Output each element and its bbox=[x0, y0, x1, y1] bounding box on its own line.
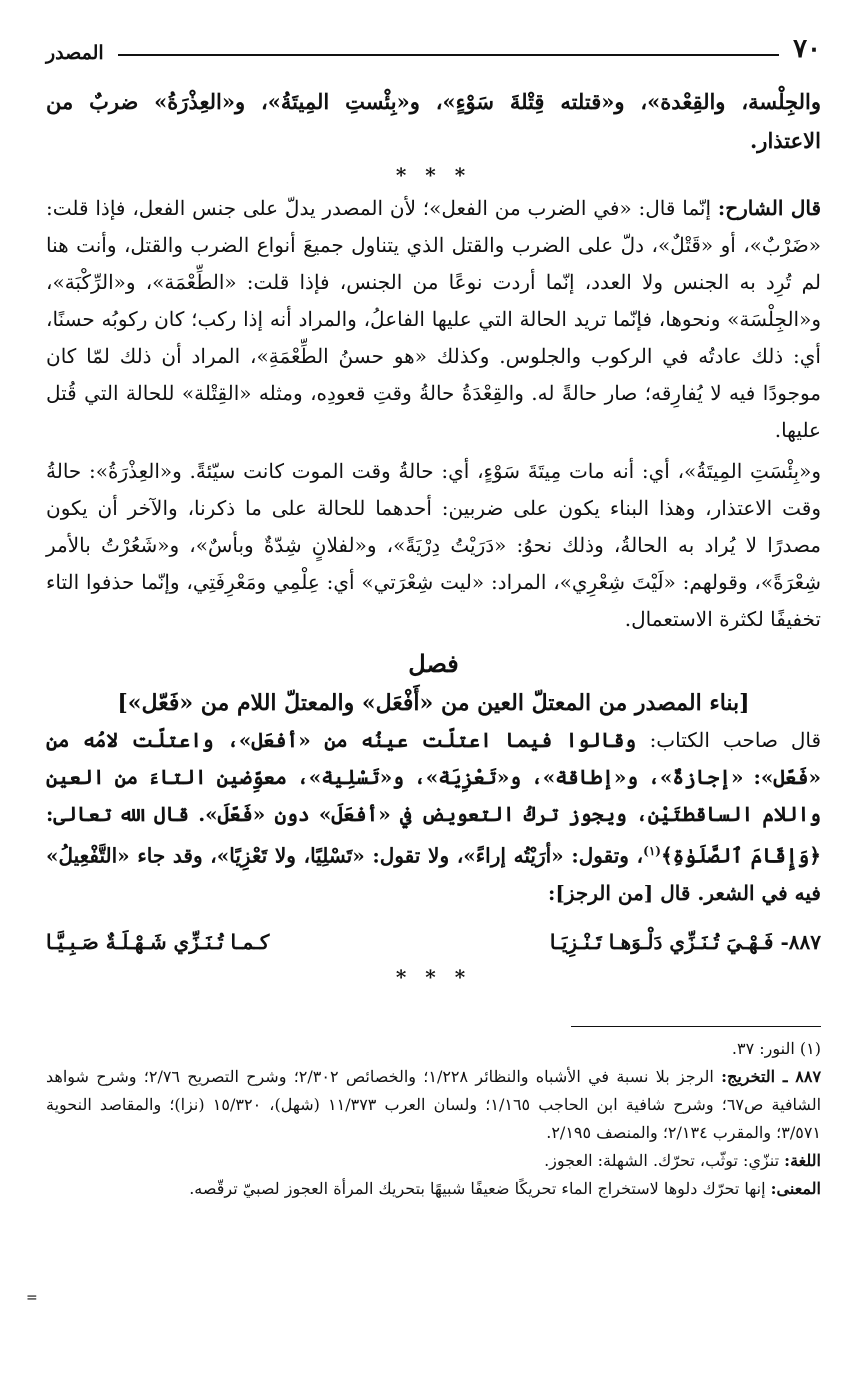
quote-body: وقالوا فيما اعتلّت عينُه من «أفعَل»، واعتلّت لامُه من «فَعّل»: «إجازةٌ»، و«إطاقة»، و«تَعْزِيَة»، و«تَسْلِية»، معوِّضين التاءَ من العين واللام الساقطتَيْن، ويجوز تركُ التعويض في «أفعَلَ» دون «فَعّلَ». قال الله تعالى: ﴿وَإِقَامَ ٱلصَّلَوٰةِ﴾ bbox=[46, 728, 822, 868]
section-title: فصل bbox=[408, 649, 459, 678]
page-header bbox=[46, 30, 821, 64]
footnote-marker: (١) bbox=[643, 844, 661, 858]
verse-second-hemistich: كـمـا تُـنَـزِّي شَـهْـلَـةٌ صَـبِـيَّـا bbox=[46, 929, 270, 954]
section-divider-stars: * * * bbox=[395, 163, 472, 187]
section-subtitle: [بناء المصدر من المعتلّ العين من «أَفْعَل» والمعتلّ اللام من «فَعّل»] bbox=[117, 690, 750, 716]
lugha-text: تنزّي: توثّب، تحرّك. الشهلة: العجوز. bbox=[544, 1150, 780, 1170]
takhrij-label: ٨٨٧ ـ التخريج: bbox=[721, 1066, 822, 1086]
mana-text: إنها تحرّك دلوها لاستخراج الماء تحريكًا ضعيفًا شبيهًا بتحريك المرأة العجوز لصبيّ ترقّصه. bbox=[189, 1178, 766, 1198]
footnote-mana bbox=[46, 1175, 821, 1203]
takhrij-text: الرجز بلا نسبة في الأشباه والنظائر ١/٢٢٨؛ والخصائص ٢/٣٠٢؛ وشرح التصريح ٢/٧٦؛ وشرح شواهد الشافية ص٦٧؛ وشرح شافية ابن الحاجب ١/١٦٥؛ ولسان العرب ١١/٣٧٣ (شهل)، ١٥/٣٢٠ (نزا)؛ والمقاصد النحوية ٣/٥٧١؛ والمقرب ٢/١٣٤؛ والمنصف ٢/١٩٥. bbox=[46, 1066, 822, 1142]
margin-mark: = bbox=[26, 1290, 38, 1306]
commentary-lead: قال الشارح: bbox=[717, 196, 822, 220]
footnote-lugha bbox=[46, 1147, 821, 1175]
quote-body-end: ، وتقول: «أرَيْتُه إراءً»، ولا تقول: «تَسْلِيًا، ولا تَعْزِيًا»، وقد جاء «التَّفْعِيلُ» فيه في الشعر. قال [من الرجز]: bbox=[46, 843, 821, 905]
quote-intro: قال صاحب الكتاب: bbox=[649, 728, 822, 752]
footnote-takhrij bbox=[46, 1063, 821, 1147]
commentary-paragraph-2: و«بِئْسَتِ المِيتَةُ»، أي: أنه مات مِيتَةَ سَوْءٍ، أي: حالةُ وقت الموت كانت سيّئةً. و«العِذْرَةُ»: حالةُ وقت الاعتذار، وهذا البناء يكون على ضربين: أحدهما للحالة على ما ذكرنا، والآخر أن يكون مصدرًا لا يُراد به الحالةُ، وذلك نحوُ: «دَرَيْتُ دِرْيَةً»، و«لفلانٍ شِدّةٌ وبأسٌ»، و«شَعُرْتُ بالأمر شِعْرَةً»، وقولهم: «لَيْتَ شِعْرِي»، المراد: «ليت شِعْرَتي» أي: عِلْمِي ومَعْرِفَتِي، وإنّما حذفوا التاء تخفيفًا لكثرة الاستعمال. bbox=[46, 459, 821, 631]
commentary-paragraph-1 bbox=[46, 190, 821, 449]
lugha-label: اللغة: bbox=[784, 1150, 821, 1170]
mana-label: المعنى: bbox=[770, 1178, 821, 1198]
author-text-quote bbox=[46, 722, 821, 912]
commentary-text-1: إنّما قال: «في الضرب من الفعل»؛ لأن المصدر يدلّ على جنس الفعل، فإذا قلت: «ضَرْبٌ»، أو «قَتْلٌ»، دلّ على الضرب والقتل الذي يتناول جميعَ أنواع الضرب والقتل، وأنت هنا لم تُرِد به الجنس ولا العدد، إنّما أردت نوعًا من الجنس، فإذا قلت: «الطِّعْمَة»، و«الرِّكْبَة»، و«الجِلْسَة» ونحوها، فإنّما تريد الحالة التي عليها الفاعلُ، والمراد أنه إذا ركب؛ كان ركوبُه حسنًا، أي: ذلك عادتُه في الركوب والجلوس. وكذلك «هو حسنُ الطِّعْمَةِ»، المراد أن ذلك لمّا كان موجودًا فيه لا يُفارِقه؛ صار حالةً له. والقِعْدَةُ حالةُ وقتِ قعودِه، ومثله «القِتْلة» للحالة التي قُتل عليها. bbox=[46, 196, 822, 442]
verse-first-hemistich: ٨٨٧- فَـهْـيَ تُـنَـزِّي دَلْـوَهـا تَـنْـزِيَـا bbox=[549, 929, 821, 954]
page-number: ٧٠ bbox=[793, 34, 821, 64]
section-divider-stars-2: * * * bbox=[395, 964, 472, 989]
verse-887 bbox=[46, 922, 821, 962]
footnote-rule bbox=[571, 1026, 821, 1027]
intro-line: والجِلْسة، والقِعْدة»، و«قتلته قِتْلةَ سَوْءٍ»، و«بِئْستِ المِيتَةُ»، و«العِذْرَةُ» ضربٌ من الاعتذار. bbox=[46, 89, 821, 153]
running-title: المصدر bbox=[46, 42, 104, 64]
header-rule bbox=[118, 54, 779, 56]
footnote-1: (١) النور: ٣٧. bbox=[731, 1038, 821, 1058]
